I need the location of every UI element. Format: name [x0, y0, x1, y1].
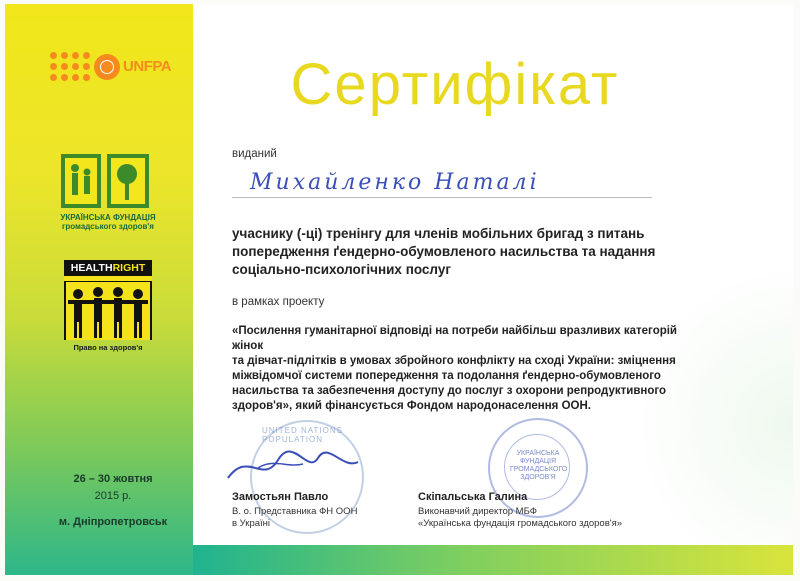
signatory-2-name: Скіпальська Галина [418, 491, 528, 503]
description-line: соціально-психологічних послуг [232, 262, 451, 277]
healthright-stripe [64, 276, 152, 281]
signatory-1-name: Замостьян Павло [232, 491, 329, 503]
certificate-description [232, 225, 682, 279]
issued-label: виданий [232, 148, 277, 160]
healthright-word-b: RIGHT [112, 262, 146, 274]
project-line: міжвідомчої системи попередження та подолання ґендерно-обумовленого [232, 370, 661, 382]
healthright-tagline: Право на здоров'я [73, 343, 143, 352]
unfpa-wordmark: UNFPA [123, 58, 172, 75]
recipient-underline [232, 197, 652, 198]
unfpa-dots-icon [50, 52, 90, 81]
unfpa-logo [50, 52, 171, 81]
recipient-name: Михайленко Наталі [250, 170, 540, 195]
certificate-title: Сертифікат [290, 52, 620, 117]
event-year: 2015 р. [94, 490, 132, 502]
uf-stamp-line: ЗДОРОВ'Я [520, 474, 556, 481]
signatory-2-role-cont: «Українська фундація громадського здоров'я» [418, 518, 622, 529]
project-line: «Посилення гуманітарної відповіді на потреби найбільш вразливих категорій жінок [232, 325, 678, 352]
uf-stamp-line: ГРОМАДСЬКОГО [510, 466, 568, 473]
un-stamp-text: UNITED NATIONS POPULATION [262, 426, 343, 444]
uf-stamp [488, 418, 588, 518]
uf-family-logo-icon [55, 150, 155, 210]
event-dates: 26 – 30 жовтня [73, 473, 153, 485]
signatory-2-role: Виконавчий директор МБФ [418, 506, 537, 517]
uf-caption-line: УКРАЇНСЬКА ФУНДАЦІЯ [60, 213, 156, 222]
description-line: учаснику (-ці) тренінгу для членів мобільних бригад з питань [232, 226, 645, 241]
bottom-gradient-strip [193, 545, 793, 575]
people-silhouettes-icon [66, 282, 150, 340]
uf-stamp-text [510, 450, 566, 482]
signatory-1-role: В. о. Представника ФН ООН [232, 506, 358, 517]
healthright-word-a: HEALTH [70, 262, 113, 274]
uf-stamp-line: УКРАЇНСЬКА [516, 450, 560, 457]
event-city: м. Дніпропетровськ [58, 516, 168, 528]
un-emblem-icon [94, 54, 120, 80]
uf-caption-line: громадського здоров'я [62, 222, 154, 231]
signatory-1-role-cont: в Україні [232, 518, 271, 529]
project-line: насильства та забезпечення доступу до послуг з охорони репродуктивного [232, 385, 667, 397]
signature-scribble [218, 440, 368, 490]
uf-logo-caption [58, 213, 158, 231]
project-description [232, 324, 702, 414]
healthright-wordmark [64, 262, 152, 274]
description-line: попередження ґендерно-обумовленого насильства та надання [232, 244, 656, 259]
project-line: здоров'я», який фінансується Фондом народонаселення ООН. [232, 400, 591, 412]
uf-stamp-line: ФУНДАЦІЯ [519, 458, 557, 465]
project-line: та дівчат-підлітків в умовах збройного конфлікту на сході України: зміцнення [232, 355, 676, 367]
project-label: в рамках проекту [232, 296, 325, 308]
